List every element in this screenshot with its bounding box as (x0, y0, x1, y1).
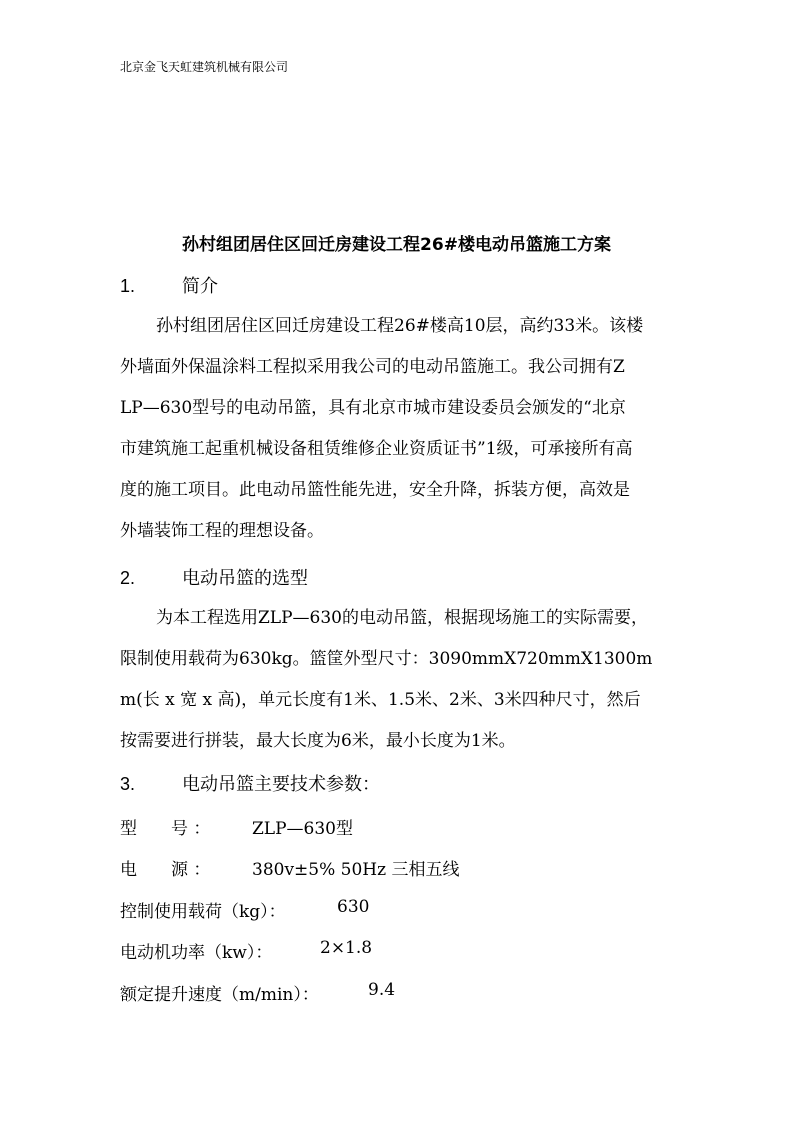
section-1-number: 1. (120, 276, 136, 296)
section-2-heading (120, 564, 308, 590)
spec-label: 额定提升速度（m/min）： (120, 985, 319, 1005)
paragraph-line: 市建筑施工起重机械设备租赁维修企业资质证书”1级，可承接所有高 (120, 439, 633, 459)
section-3-heading (120, 770, 380, 796)
paragraph-line: 孙村组团居住区回迁房建设工程26#楼高10层，高约33米。该楼 (156, 316, 644, 336)
paragraph-line: 外墙面外保温涂料工程拟采用我公司的电动吊篮施工。我公司拥有Z (120, 357, 625, 377)
spec-label: 控制使用载荷（kg）： (120, 902, 286, 922)
spec-row-power-supply (120, 855, 460, 880)
spec-row-motor-power (120, 938, 373, 963)
spec-label: 型 号 ： (120, 819, 211, 839)
section-1-title: 简介 (182, 276, 218, 297)
paragraph-line: m(长 x 宽 x 高)，单元长度有1米、1.5米、2米、3米四种尺寸，然后 (120, 690, 641, 710)
section-3-title: 电动吊篮主要技术参数： (182, 774, 380, 795)
section-1-heading (120, 272, 218, 298)
paragraph-line: LP—630型号的电动吊篮，具有北京市城市建设委员会颁发的“北京 (120, 398, 626, 418)
spec-value: 9.4 (368, 980, 396, 1000)
spec-label: 电 源 ： (120, 860, 211, 880)
paragraph-line: 为本工程选用ZLP—630的电动吊篮，根据现场施工的实际需要， (156, 608, 648, 628)
spec-value: ZLP—630型 (252, 819, 353, 839)
spec-value: 2×1.8 (320, 938, 373, 958)
section-1-paragraph (120, 306, 676, 552)
section-2-title: 电动吊篮的选型 (182, 568, 308, 589)
spec-row-model (120, 814, 353, 839)
spec-value: 630 (337, 897, 370, 917)
document-title: 孙村组团居住区回迁房建设工程26#楼电动吊篮施工方案 (182, 235, 611, 255)
paragraph-line: 度的施工项目。此电动吊篮性能先进，安全升降，拆装方便，高效是 (120, 480, 630, 500)
section-2-number: 2. (120, 568, 136, 588)
spec-value: 380v±5% 50Hz 三相五线 (252, 860, 460, 880)
spec-label: 电动机功率（kw）： (120, 943, 273, 963)
paragraph-line: 按需要进行拼装，最大长度为6米，最小长度为1米。 (120, 731, 516, 751)
page-header-company: 北京金飞天虹建筑机械有限公司 (120, 60, 289, 74)
section-3-number: 3. (120, 774, 136, 794)
paragraph-line: 外墙装饰工程的理想设备。 (120, 521, 324, 541)
section-2-paragraph (120, 598, 676, 762)
spec-row-rated-load (120, 897, 370, 922)
paragraph-line: 限制使用载荷为630kg。篮筐外型尺寸：3090mmX720mmX1300m (120, 649, 653, 669)
spec-row-lift-speed (120, 980, 396, 1005)
